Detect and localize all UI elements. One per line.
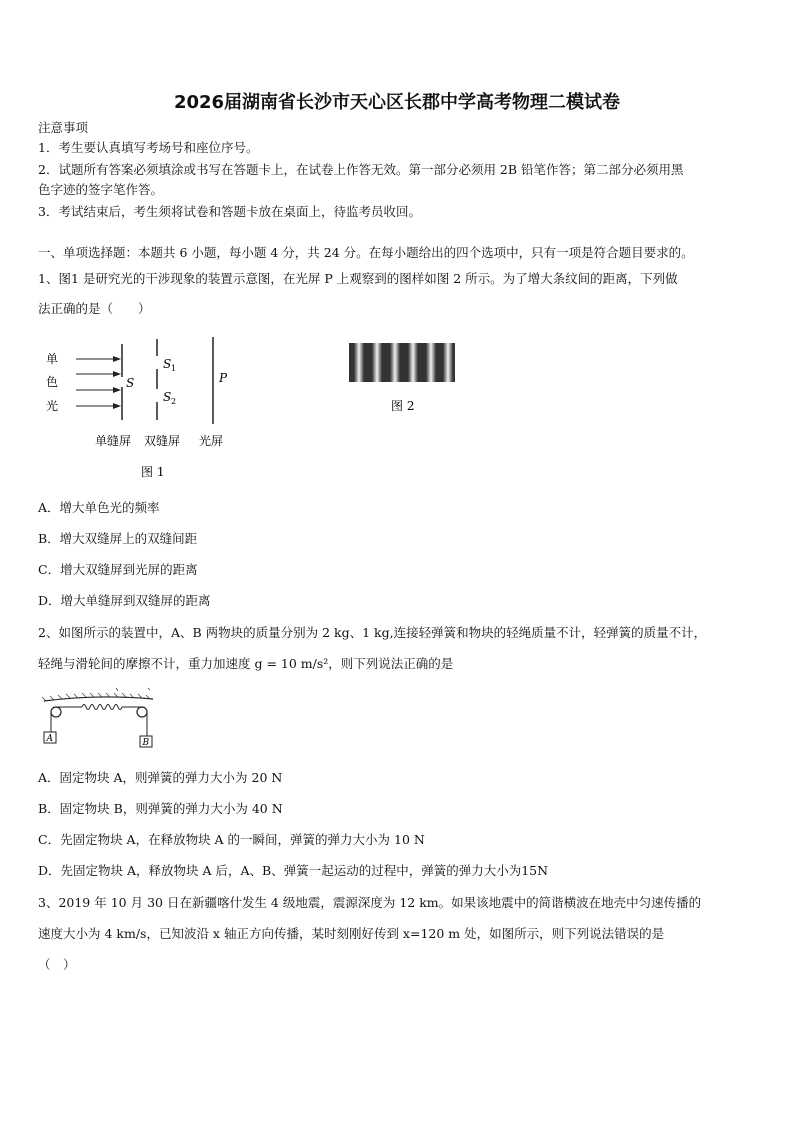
q1-stem: 1、图1 是研究光的干涉现象的装置示意图，在光屏 P 上观察到的图样如图 2 所示。为了增大条纹间的距离，下列做 [38, 271, 678, 286]
q2-stem: 轻绳与滑轮间的摩擦不计，重力加速度 g = 10 m/s²，则下列说法正确的是 [38, 656, 454, 671]
q1-option-a: A．增大单色光的频率 [38, 500, 160, 515]
q2-figure [38, 686, 168, 752]
q2-stem: 2、如图所示的装置中，A、B 两物块的质量分别为 2 kg、1 kg,连接轻弹簧和物块的轻绳质量不计，轻弹簧的质量不计， [38, 625, 707, 640]
q2-option-b: B．固定物块 B，则弹簧的弹力大小为 40 N [38, 801, 283, 816]
notice-item: 3．考试结束后，考生须将试卷和答题卡放在桌面上，待监考员收回。 [38, 204, 421, 219]
label-S1-sub: 1 [171, 364, 177, 373]
block-b-label: B [142, 738, 150, 748]
screen-label: 光屏 [199, 434, 224, 448]
figure-caption: 图 2 [391, 399, 415, 413]
q3-stem: 3、2019 年 10 月 30 日在新疆喀什发生 4 级地震，震源深度为 12 km。如果该地震中的简谐横波在地壳中匀速传播的 [38, 895, 702, 910]
label-S1: S [163, 357, 172, 371]
spring [82, 705, 122, 710]
q1-option-c: C．增大双缝屏到光屏的距离 [38, 562, 198, 577]
left-pulley [51, 707, 61, 717]
label-P: P [219, 371, 228, 385]
q1-stem: 法正确的是（ ） [38, 301, 151, 316]
section-heading: 一、单项选择题：本题共 6 小题，每小题 4 分，共 24 分。在每小题给出的四个选项中，只有一项是符合题目要求的。 [38, 245, 694, 260]
fringe-pattern [349, 343, 455, 382]
light-label: 色 [46, 375, 59, 389]
label-S: S [126, 376, 135, 390]
notice-heading: 注意事项 [38, 120, 89, 135]
q2-option-a: A．固定物块 A，则弹簧的弹力大小为 20 N [38, 770, 283, 785]
q3-stem: 速度大小为 4 km/s，已知波沿 x 轴正方向传播，某时刻刚好传到 x=120 m 处，如图所示，则下列说法错误的是 [38, 926, 665, 941]
notice-item: 色字迹的签字笔作答。 [38, 182, 164, 197]
right-pulley [137, 707, 147, 717]
light-label: 光 [46, 399, 59, 413]
screen-label: 双缝屏 [144, 434, 181, 448]
q2-option-c: C．先固定物块 A，在释放物块 A 的一瞬间，弹簧的弹力大小为 10 N [38, 832, 425, 847]
page-title: 2026届湖南省长沙市天心区长郡中学高考物理二模试卷 [173, 92, 621, 113]
figure-caption: 图 1 [141, 465, 165, 479]
q1-option-b: B．增大双缝屏上的双缝间距 [38, 531, 198, 546]
q1-figure-2 [349, 343, 459, 415]
label-S2: S [163, 390, 172, 404]
notice-item: 1．考生要认真填写考场号和座位序号。 [38, 140, 259, 155]
q2-option-d: D．先固定物块 A，释放物块 A 后，A、B、弹簧一起运动的过程中，弹簧的弹力大小为15N [38, 863, 549, 878]
light-label: 单 [46, 352, 59, 366]
q1-figure-1 [40, 334, 260, 484]
screen-label: 单缝屏 [95, 434, 132, 448]
label-S2-sub: 2 [171, 397, 177, 406]
notice-item: 2．试题所有答案必须填涂或书写在答题卡上，在试卷上作答无效。第一部分必须用 2B 铅笔作答；第二部分必须用黑 [38, 162, 684, 177]
q1-option-d: D．增大单缝屏到双缝屏的距离 [38, 593, 211, 608]
block-a-label: A [46, 734, 53, 744]
q3-stem: （ ） [38, 957, 76, 972]
